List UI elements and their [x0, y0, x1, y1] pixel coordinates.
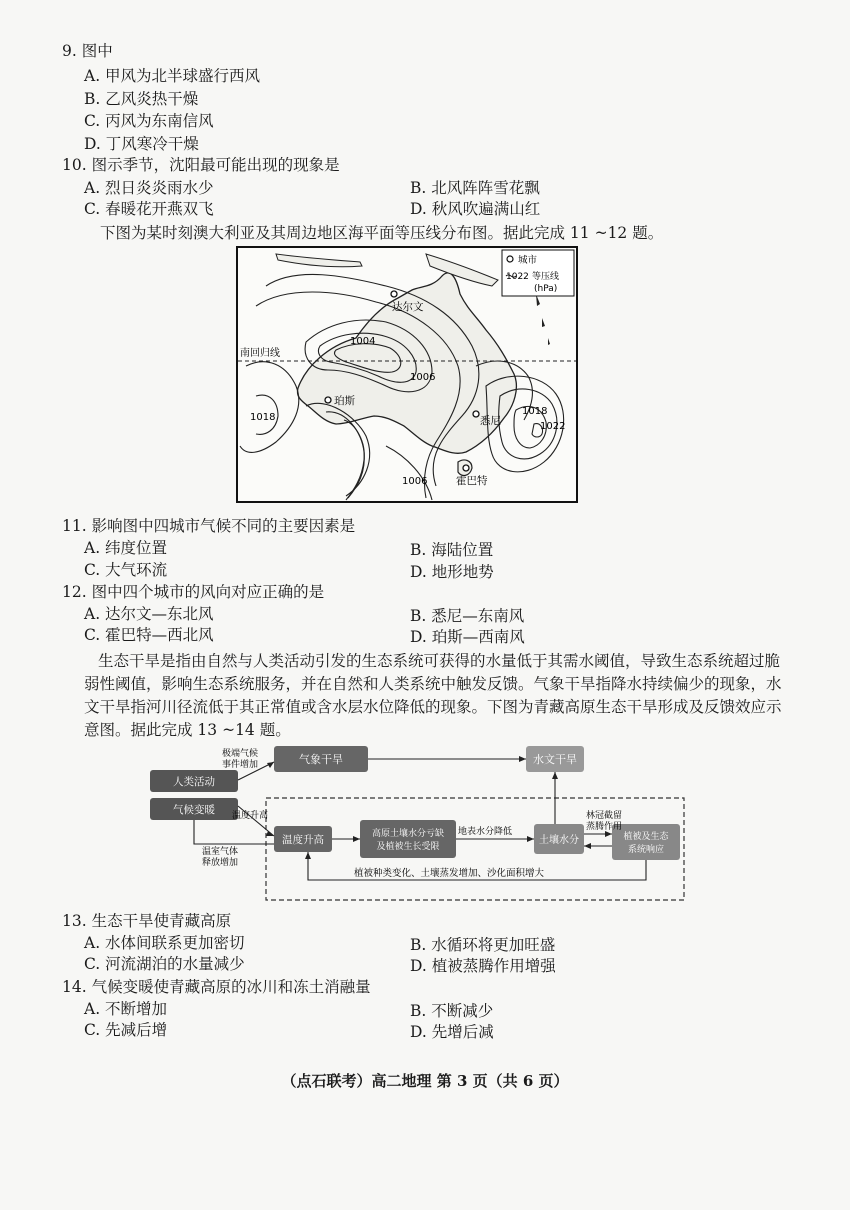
box-soil-label-2: 及植被生长受限 [376, 842, 440, 852]
isobar-map [236, 246, 578, 503]
box-hydro-label: 水文干旱 [533, 753, 577, 766]
q13-option-d: D. 植被蒸腾作用增强 [410, 957, 556, 975]
q14-option-a: A. 不断增加 [84, 1000, 168, 1018]
label-canopy-1: 林冠截留 [586, 811, 623, 821]
q9-stem: 9. 图中 [62, 42, 113, 60]
box-water-label: 土壤水分 [539, 835, 579, 846]
q12-option-b: B. 悉尼—东南风 [410, 607, 525, 625]
q13-option-b: B. 水循环将更加旺盛 [410, 936, 556, 954]
q13-stem: 13. 生态干旱使青藏高原 [62, 912, 232, 930]
isobar-label-1006-a: 1006 [410, 372, 436, 383]
tropic-label: 南回归线 [240, 348, 280, 359]
city-perth: 珀斯 [334, 395, 355, 407]
box-meteo-label: 气象干旱 [299, 753, 343, 766]
legend-city-symbol [507, 256, 513, 262]
city-sydney: 悉尼 [480, 415, 501, 427]
legend-isobar-label: 等压线 [532, 272, 560, 282]
box-eco-label-1: 植被及生态 [623, 832, 669, 842]
q12-option-a: A. 达尔文—东北风 [84, 605, 214, 623]
label-extreme-1: 极端气候 [222, 749, 259, 759]
isobar-label-1022: 1022 [540, 421, 566, 432]
q14-option-d: D. 先增后减 [410, 1023, 494, 1041]
city-marker-darwin [391, 291, 397, 297]
label-canopy-2: 蒸腾作用 [586, 822, 623, 832]
q11-stem: 11. 影响图中四城市气候不同的主要因素是 [62, 517, 356, 535]
legend-unit: (hPa) [534, 284, 558, 294]
city-darwin: 达尔文 [392, 301, 424, 313]
page-footer: （点石联考）高二地理 第 3 页（共 6 页） [281, 1072, 569, 1090]
q11-option-d: D. 地形地势 [410, 563, 494, 581]
intro-11-12: 下图为某时刻澳大利亚及其周边地区海平面等压线分布图。据此完成 11 ~12 题。 [100, 224, 664, 242]
box-climate-label: 气候变暖 [173, 804, 215, 816]
q12-option-d: D. 珀斯—西南风 [410, 628, 525, 646]
label-bottom: 植被种类变化、土壤蒸发增加、沙化面积增大 [354, 868, 545, 879]
intro-13-14: 生态干旱是指由自然与人类活动引发的生态系统可获得的水量低于其需水阈值，导致生态系统超过脆弱性阈值，影响生态系统服务，并在自然和人类系统中触发反馈。气象干旱指降水持续偏少的现象，水文干旱指河川径流低于其正常值或含水层水位降低的现象。下图为青藏高原生态干旱形成及反馈效应示意图。据此完成 13 ~14 题。 [84, 652, 782, 739]
box-human-label: 人类活动 [173, 776, 215, 788]
box-warming-label: 温度升高 [282, 834, 324, 846]
box-soil [360, 820, 456, 858]
q13-option-a: A. 水体间联系更加密切 [84, 934, 245, 952]
q14-option-b: B. 不断减少 [410, 1002, 494, 1020]
isobar-label-1018-a: 1018 [250, 412, 276, 423]
q10-option-b: B. 北风阵阵雪花飘 [410, 179, 540, 197]
q11-option-a: A. 纬度位置 [84, 539, 168, 557]
q10-stem: 10. 图示季节，沈阳最可能出现的现象是 [62, 156, 340, 174]
q11-option-c: C. 大气环流 [84, 561, 168, 579]
q9-option-b: B. 乙风炎热干燥 [84, 90, 199, 108]
city-marker-perth [325, 397, 331, 403]
q9-option-d: D. 丁风寒冷干燥 [84, 135, 199, 153]
legend-isobar-value: 1022 [506, 272, 529, 282]
label-extreme-2: 事件增加 [222, 760, 259, 770]
isobar-label-1004: 1004 [350, 336, 376, 347]
q10-option-c: C. 春暖花开燕双飞 [84, 200, 214, 218]
q9-option-c: C. 丙风为东南信风 [84, 112, 214, 130]
q11-option-b: B. 海陆位置 [410, 541, 494, 559]
legend-city: 城市 [518, 255, 538, 266]
label-ghg-2: 释放增加 [202, 858, 239, 868]
q12-option-c: C. 霍巴特—西北风 [84, 626, 214, 644]
map-legend [502, 250, 574, 296]
city-hobart: 霍巴特 [456, 475, 488, 487]
q14-option-c: C. 先减后增 [84, 1021, 168, 1039]
q10-option-a: A. 烈日炎炎雨水少 [84, 179, 214, 197]
label-ghg-1: 温室气体 [202, 847, 239, 857]
isobar-label-1006-b: 1006 [402, 476, 428, 487]
isobar-label-1018-b: 1018 [522, 406, 548, 417]
city-marker-sydney [473, 411, 479, 417]
q12-stem: 12. 图中四个城市的风向对应正确的是 [62, 583, 325, 601]
q13-option-c: C. 河流湖泊的水量减少 [84, 955, 245, 973]
q9-option-a: A. 甲风为北半球盛行西风 [84, 67, 261, 85]
box-eco-label-2: 系统响应 [627, 845, 665, 855]
label-surface: 地表水分降低 [458, 827, 513, 837]
q10-option-d: D. 秋风吹遍满山红 [410, 200, 541, 218]
eco-drought-diagram [146, 742, 688, 904]
q14-stem: 14. 气候变暖使青藏高原的冰川和冻土消融量 [62, 978, 371, 996]
box-soil-label-1: 高原土壤水分亏缺 [371, 829, 445, 839]
city-marker-hobart [463, 465, 469, 471]
label-temp-up: 温度升高 [232, 811, 269, 821]
